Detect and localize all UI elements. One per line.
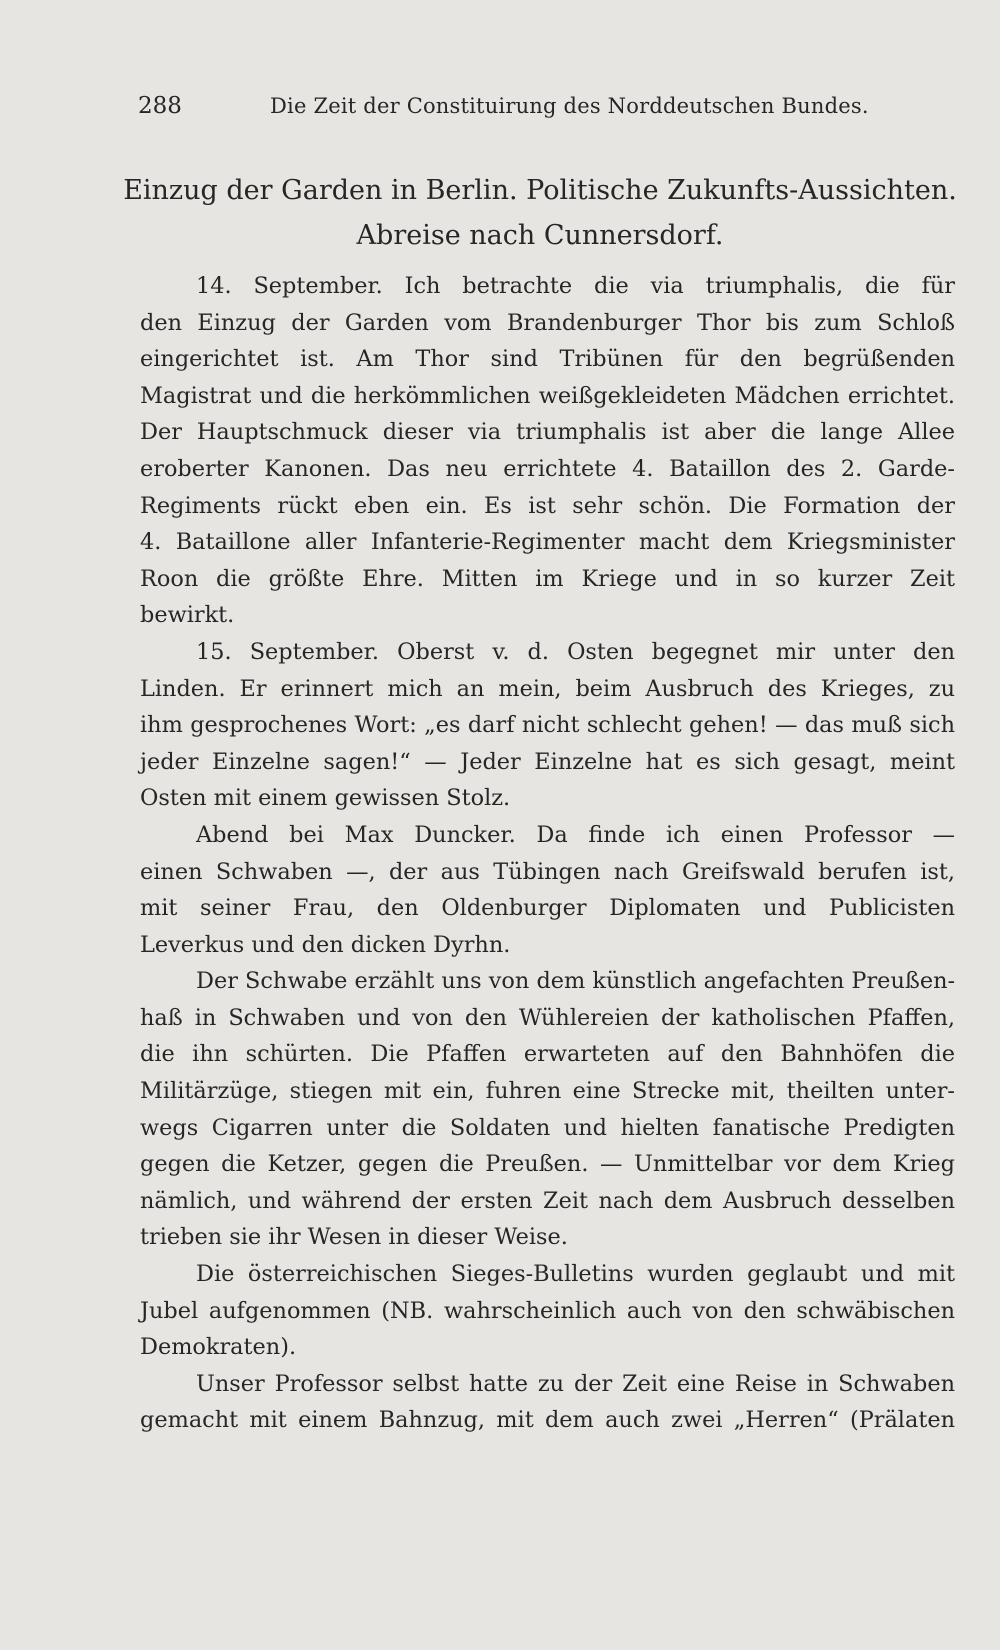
text-line: Regiments rückt eben ein. Es ist sehr schön. Die Formation der [140, 492, 955, 519]
text-line: ihm gesprochenes Wort: „es darf nicht schlecht gehen! — das muß sich [140, 712, 955, 739]
text-line: bewirkt. [140, 602, 235, 629]
paragraph [140, 268, 955, 634]
text-line: nämlich, und während der ersten Zeit nach dem Ausbruch desselben [140, 1187, 955, 1214]
text-line: Die österreichischen Sieges-Bulletins wurden geglaubt und mit [196, 1261, 955, 1288]
text-line: mit seiner Frau, den Oldenburger Diplomaten und Publicisten [140, 895, 955, 922]
text-line: den Einzug der Garden vom Brandenburger Thor bis zum Schloß [140, 309, 955, 336]
text-line: Roon die größte Ehre. Mitten im Kriege und in so kurzer Zeit [140, 565, 955, 592]
text-line: Linden. Er erinnert mich an mein, beim Ausbruch des Krieges, zu [140, 675, 955, 702]
paragraph [140, 817, 955, 963]
chapter-heading-line: Abreise nach Cunnersdorf. [356, 220, 724, 251]
paragraph [140, 1366, 955, 1439]
page-number: 288 [138, 93, 182, 119]
text-line: Der Hauptschmuck dieser via triumphalis ist aber die lange Allee [140, 419, 955, 446]
text-line: jeder Einzelne sagen!“ — Jeder Einzelne hat es sich gesagt, meint [140, 748, 955, 775]
text-line: 15. September. Oberst v. d. Osten begegnet mir unter den [196, 638, 955, 665]
text-line: Der Schwabe erzählt uns von dem künstlich angefachten Preußen- [196, 968, 956, 995]
text-line: trieben sie ihr Wesen in dieser Weise. [140, 1224, 568, 1251]
text-line: Demokraten). [140, 1334, 297, 1361]
text-line: Militärzüge, stiegen mit ein, fuhren eine Strecke mit, theilten unter- [140, 1078, 955, 1105]
text-line: eingerichtet ist. Am Thor sind Tribünen für den begrüßenden [140, 346, 955, 373]
text-line: Unser Professor selbst hatte zu der Zeit eine Reise in Schwaben [196, 1370, 955, 1397]
text-line: 14. September. Ich betrachte die via triumphalis, die für [196, 273, 955, 299]
text-line: 4. Bataillone aller Infanterie-Regimenter macht dem Kriegsminister [140, 529, 955, 556]
text-line: Leverkus und den dicken Dyrhn. [140, 931, 511, 958]
text-line: wegs Cigarren unter die Soldaten und hielten fanatische Predigten [140, 1114, 955, 1141]
chapter-heading [120, 168, 960, 258]
paragraph [140, 634, 955, 817]
text-line: Magistrat und die herkömmlichen weißgekleideten Mädchen errichtet. [140, 382, 955, 409]
text-line: einen Schwaben —, der aus Tübingen nach Greifswald berufen ist, [140, 858, 955, 885]
running-title: Die Zeit der Constituirung des Norddeutschen Bundes. [270, 94, 869, 118]
body-text [140, 268, 955, 1439]
text-line: Osten mit einem gewissen Stolz. [140, 785, 511, 812]
text-line: haß in Schwaben und von den Wühlereien der katholischen Pfaffen, [140, 1004, 955, 1031]
paragraph [140, 963, 955, 1256]
text-line: gegen die Ketzer, gegen die Preußen. — Unmittelbar vor dem Krieg [140, 1151, 955, 1178]
text-line: Abend bei Max Duncker. Da finde ich einen Professor — [196, 821, 955, 848]
text-line: Jubel aufgenommen (NB. wahrscheinlich auch von den schwäbischen [140, 1297, 955, 1324]
paragraph [140, 1256, 955, 1366]
chapter-heading-line: Einzug der Garden in Berlin. Politische Zukunfts-Aussichten. [123, 175, 957, 206]
text-line: eroberter Kanonen. Das neu errichtete 4. Bataillon des 2. Garde- [140, 455, 955, 482]
text-line: die ihn schürten. Die Pfaffen erwarteten auf den Bahnhöfen die [140, 1041, 955, 1068]
running-head [138, 86, 878, 126]
text-line: gemacht mit einem Bahnzug, mit dem auch zwei „Herren“ (Prälaten [140, 1407, 955, 1434]
